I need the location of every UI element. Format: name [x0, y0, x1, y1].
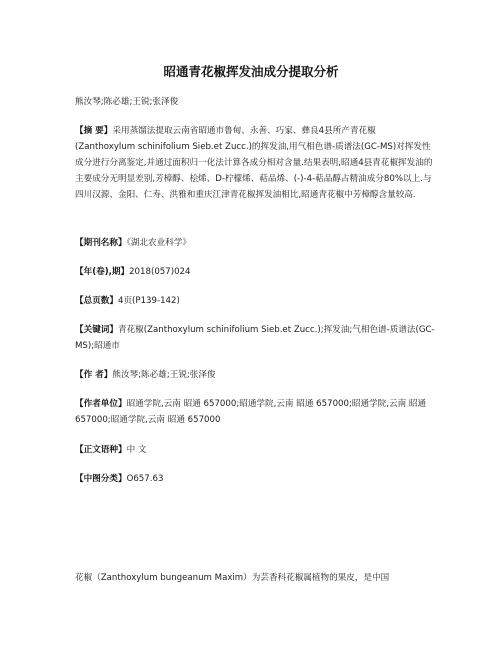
classification-field	[75, 472, 435, 488]
year-field	[75, 265, 435, 281]
language-field	[75, 443, 435, 459]
journal-label: 【期刊名称】	[75, 238, 127, 248]
classification-value: O657.63	[126, 474, 164, 484]
year-label: 【年(卷),期】	[75, 267, 130, 277]
keywords-field	[75, 323, 435, 354]
author-label: 【作 者】	[75, 370, 113, 380]
classification-label: 【中图分类】	[75, 474, 127, 484]
journal-value: 《湖北农业科学》	[126, 238, 192, 248]
abstract-label: 【摘 要】	[75, 126, 113, 136]
authors-line: 熊汝琴;陈必雄;王锐;张泽俊	[75, 97, 179, 107]
affiliation-label: 【作者单位】	[75, 399, 127, 409]
affiliation-field	[75, 397, 435, 428]
abstract-section	[75, 124, 435, 204]
author-value: 熊汝琴;陈必雄;王锐;张泽俊	[112, 370, 216, 380]
pages-label: 【总页数】	[75, 296, 118, 306]
journal-field	[75, 236, 435, 252]
year-value: 2018(057)024	[129, 267, 191, 277]
pages-field	[75, 294, 435, 310]
pages-value: 4页(P139-142)	[117, 296, 180, 306]
keywords-value: 青花椒(Zanthoxylum schinifolium Sieb.et Zucc.);挥发油;气相色谱-质谱法(GC-MS);昭通市	[75, 325, 435, 351]
language-label: 【正文语种】	[75, 445, 127, 455]
abstract-text: 采用蒸馏法提取云南省昭通市鲁甸、永善、巧家、彝良4县所产青花椒(Zanthoxylum schinifolium Sieb.et Zucc.)的挥发油,用气相色谱-质谱法(GC-MS)对挥发性成分进行分离鉴定,并通过面积归一化法计算各成分相对含量.结果表明,昭通4县青花椒挥发油的主要成分无明显差别,芳樟醇、桧烯、D-柠檬烯、萜品烯、(-)-4-萜品醇占精油成分80%以上.与四川汉源、金阳、仁寿、洪雅和重庆江津青花椒挥发油相比,昭通青花椒中芳樟醇含量较高.	[75, 126, 433, 200]
document-title: 昭通青花椒挥发油成分提取分析	[163, 64, 339, 79]
author-field	[75, 368, 435, 384]
affiliation-value: 昭通学院,云南 昭通 657000;昭通学院,云南 昭通 657000;昭通学院,云南 昭通 657000;昭通学院,云南 昭通 657000	[75, 399, 427, 425]
body-paragraph: 花椒（Zanthoxylum bungeanum Maxim）为芸香科花椒属植物的果皮，是中国	[75, 573, 390, 583]
keywords-label: 【关键词】	[75, 325, 118, 335]
language-value: 中 文	[126, 445, 147, 455]
